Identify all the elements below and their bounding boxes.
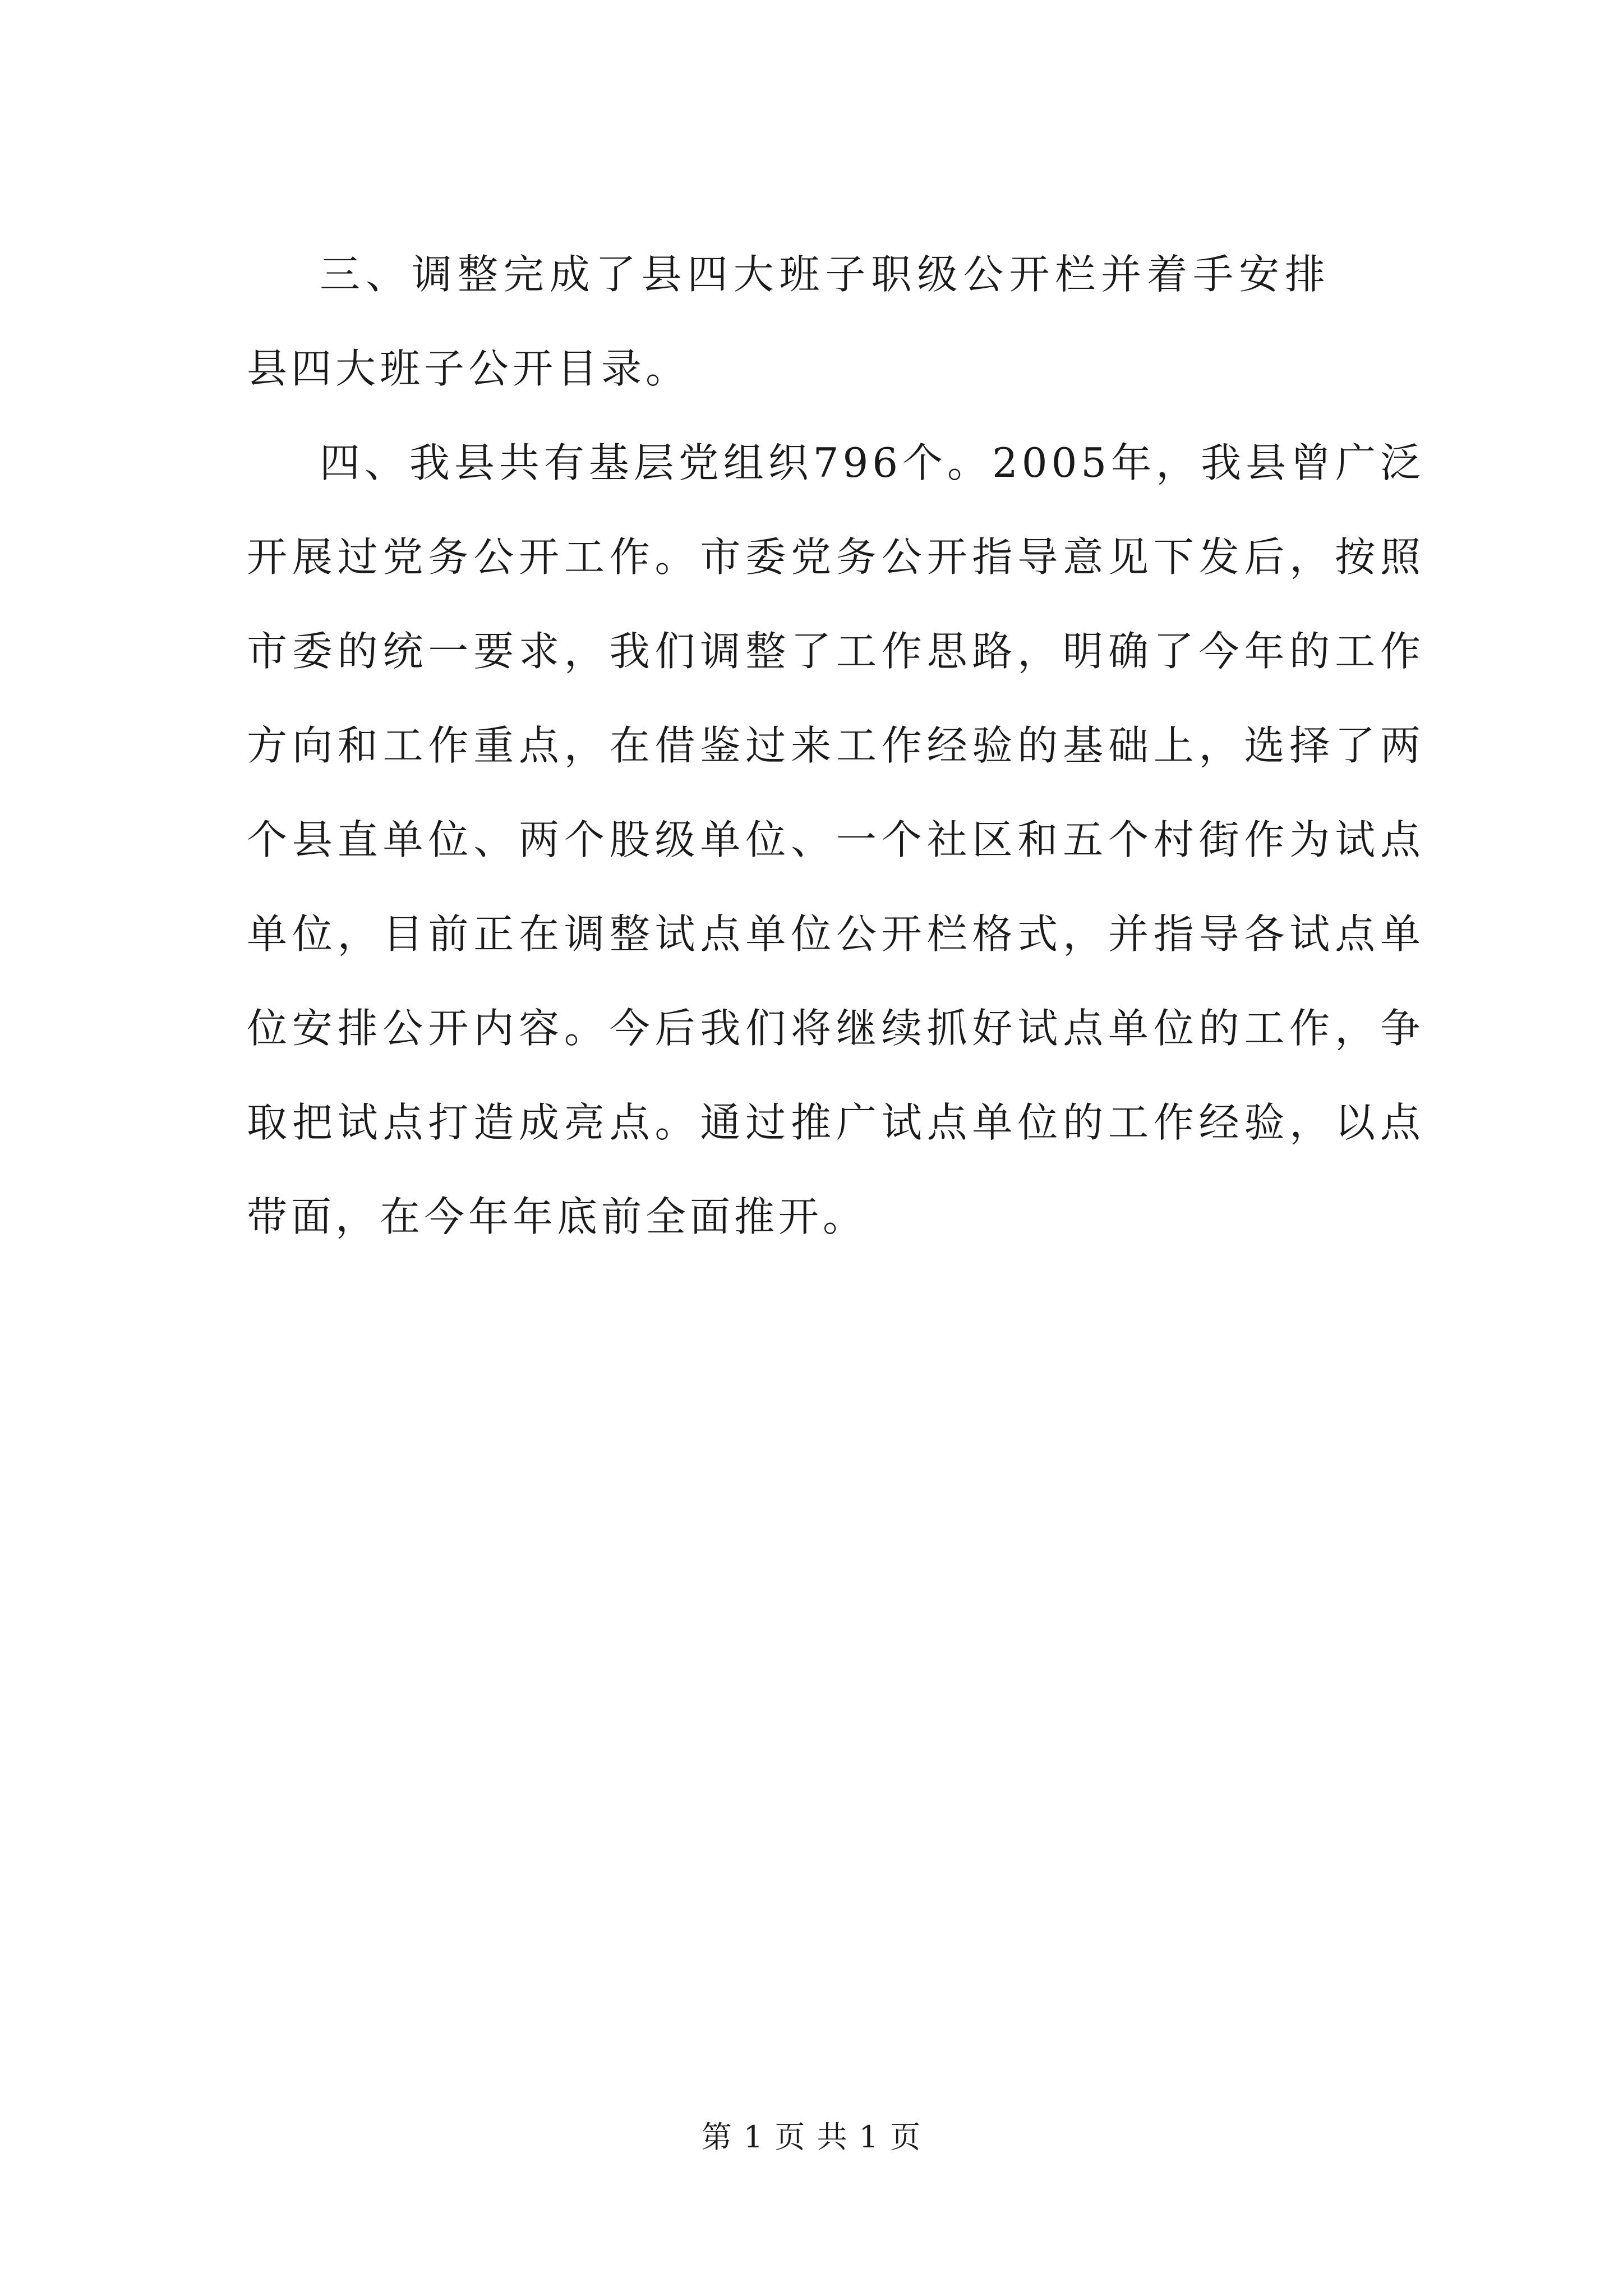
page-number-footer: 第 1 页 共 1 页 [701,2119,922,2155]
document-body [247,227,1424,1264]
paragraph-4: 四、我县共有基层党组织796个。2005年，我县曾广泛开展过党务公开工作。市委党务公开指导意见下发后，按照市委的统一要求，我们调整了工作思路，明确了今年的工作方向和工作重点，在借鉴过来工作经验的基础上，选择了两个县直单位、两个股级单位、一个社区和五个村街作为试点单位，目前正在调整试点单位公开栏格式，并指导各试点单位安排公开内容。今后我们将继续抓好试点单位的工作，争取把试点打造成亮点。通过推广试点单位的工作经验，以点带面，在今年年底前全面推开。 [247,439,1424,1240]
paragraph-3: 三、调整完成了县四大班子职级公开栏并着手安排县四大班子公开目录。 [247,251,1329,392]
